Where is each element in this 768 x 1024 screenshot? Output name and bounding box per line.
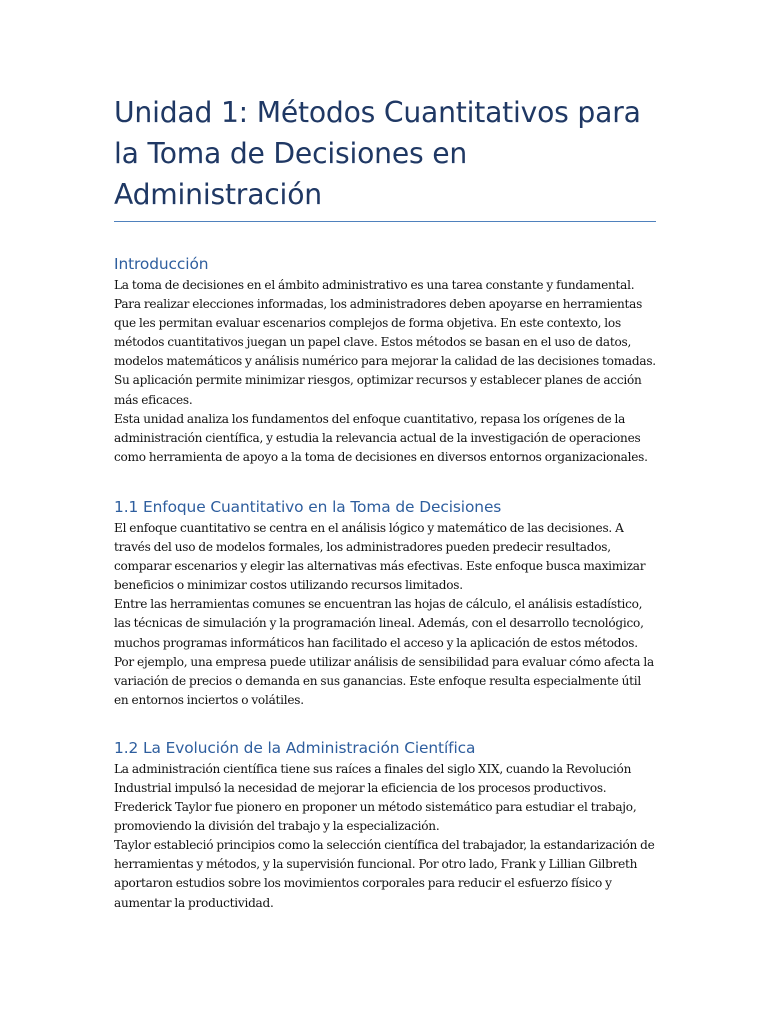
body-paragraph: Taylor estableció principios como la selección científica del trabajador, la estandarización de herramientas y métodos, y la supervisión funcional. Por otro lado, Frank y Lillian Gilbreth aportaron estudios sobre los movimientos corporales para reducir el esfuerzo físico y aumentar la productividad. — [114, 838, 655, 910]
body-paragraph: Esta unidad analiza los fundamentos del enfoque cuantitativo, repasa los orígenes de la administración científica, y estudia la relevancia actual de la investigación de operaciones como herramienta de apoyo a la toma de decisiones en diversos entornos organizacionales. — [114, 411, 648, 464]
title-underline-rule — [114, 221, 656, 222]
section-heading: Introducción — [114, 255, 209, 273]
document-page — [114, 92, 656, 913]
body-paragraph: El enfoque cuantitativo se centra en el análisis lógico y matemático de las decisiones. A través del uso de modelos formales, los administradores pueden predecir resultados, comparar escenarios y elegir las alternativas más efectivas. Este enfoque busca maximizar beneficios o minimizar costos utilizando recursos limitados. — [114, 520, 646, 593]
section-introduccion — [114, 254, 656, 467]
section-administracion-cientifica — [114, 738, 656, 913]
document-title: Unidad 1: Métodos Cuantitativos para la Toma de Decisiones en Administración — [114, 96, 641, 211]
body-paragraph: La toma de decisiones en el ámbito administrativo es una tarea constante y fundamental. Para realizar elecciones informadas, los administradores deben apoyarse en herramientas que les permitan evaluar escenarios complejos de forma objetiva. En este contexto, los métodos cuantitativos juegan un papel clave. Estos métodos se basan en el uso de datos, modelos matemáticos y análisis numérico para mejorar la calidad de las decisiones tomadas. Su aplicación permite minimizar riesgos, optimizar recursos y establecer planes de acción más eficaces. — [114, 278, 656, 407]
body-paragraph: Entre las herramientas comunes se encuentran las hojas de cálculo, el análisis estadístico, las técnicas de simulación y la programación lineal. Además, con el desarrollo tecnológico, muchos programas informáticos han facilitado el acceso y la aplicación de estos métodos. Por ejemplo, una empresa puede utilizar análisis de sensibilidad para evaluar cómo afecta la variación de precios o demanda en sus ganancias. Este enfoque resulta especialmente útil en entornos inciertos o volátiles. — [114, 597, 654, 707]
section-heading: 1.1 Enfoque Cuantitativo en la Toma de Decisiones — [114, 497, 502, 516]
section-heading: 1.2 La Evolución de la Administración Científica — [114, 738, 476, 757]
section-enfoque-cuantitativo — [114, 497, 656, 710]
body-paragraph: La administración científica tiene sus raíces a finales del siglo XIX, cuando la Revolución Industrial impulsó la necesidad de mejorar la eficiencia de los procesos productivos. Frederick Taylor fue pionero en proponer un método sistemático para estudiar el trabajo, promoviendo la división del trabajo y la especialización. — [114, 761, 637, 834]
